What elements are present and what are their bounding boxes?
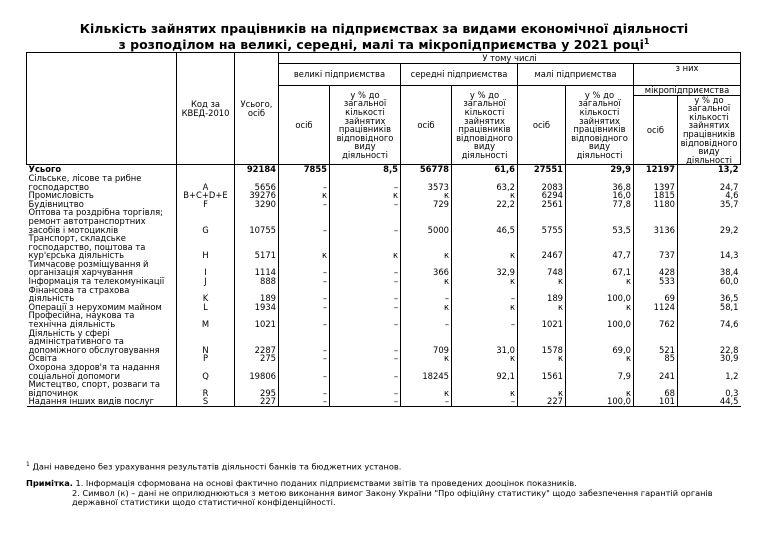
micro-percent-cell: 29,2 [678, 208, 741, 234]
big-persons-cell: – [279, 286, 330, 303]
small-persons-cell: к [518, 354, 566, 363]
big-percent-cell: – [330, 200, 401, 209]
total-persons-cell: 39276 [235, 191, 279, 200]
small-persons-cell: 1561 [518, 363, 566, 380]
small-percent-cell: 100,0 [566, 397, 634, 406]
big-percent-cell: – [330, 277, 401, 286]
mid-persons-cell: к [401, 380, 452, 397]
table-row [27, 191, 741, 200]
small-percent-cell: 36,8 [566, 174, 634, 191]
activity-name-cell: Будівництво [28, 198, 84, 209]
kved-code-cell: K [177, 286, 235, 303]
activity-name-cell: Усього [28, 164, 62, 175]
micro-percent-cell: 58,1 [678, 303, 741, 312]
title-footnote-mark: 1 [643, 37, 650, 46]
mid-percent-cell: к [452, 303, 518, 312]
big-persons-cell: 7855 [279, 165, 330, 174]
small-percent-cell: 77,8 [566, 200, 634, 209]
footnote [26, 460, 740, 472]
big-percent-cell: 8,5 [330, 165, 401, 174]
micro-percent-cell: 24,7 [678, 174, 741, 191]
micro-persons-cell: 428 [634, 260, 678, 277]
micro-persons-cell: 3136 [634, 208, 678, 234]
big-percent-cell: к [330, 234, 401, 260]
activity-name-cell: Інформація та телекомунікації [28, 276, 165, 287]
total-persons-cell: 888 [235, 277, 279, 286]
header-micro-persons: осіб [634, 95, 678, 165]
footnotes [26, 460, 740, 508]
activity-name-cell: Фінансова та страхова діяльність [28, 284, 130, 304]
activity-name-cell: Мистецтво, спорт, розваги та відпочинок [28, 379, 160, 398]
activity-name-cell: Оптова та роздрібна торгівля; ремонт автотранспортних засобів і мотоциклів [28, 207, 163, 235]
activity-name-cell: Транспорт, складське господарство, поштова та кур'єрська діяльність [28, 233, 146, 261]
micro-persons-cell: 68 [634, 380, 678, 397]
header-micro: мікропідприємства [634, 86, 741, 96]
small-percent-cell: 53,5 [566, 208, 634, 234]
table-row [27, 277, 741, 286]
mid-percent-cell: к [452, 191, 518, 200]
note-label: Примітка. [26, 478, 73, 489]
kved-code-cell: S [177, 397, 235, 406]
micro-percent-cell: 30,9 [678, 354, 741, 363]
table-row [27, 208, 741, 234]
note-block [26, 479, 740, 508]
micro-persons-cell: 101 [634, 397, 678, 406]
total-persons-cell: 295 [235, 380, 279, 397]
micro-percent-cell: 38,4 [678, 260, 741, 277]
micro-persons-cell: 12197 [634, 165, 678, 174]
kved-code-cell: L [177, 303, 235, 312]
micro-persons-cell: 737 [634, 234, 678, 260]
table-row [27, 397, 741, 406]
mid-persons-cell: 709 [401, 329, 452, 355]
big-persons-cell: – [279, 200, 330, 209]
mid-persons-cell: к [401, 277, 452, 286]
employment-table [26, 52, 741, 407]
mid-persons-cell: 56778 [401, 165, 452, 174]
big-percent-cell: – [330, 311, 401, 328]
mid-percent-cell: к [452, 277, 518, 286]
mid-percent-cell: 46,5 [452, 208, 518, 234]
micro-percent-cell: 0,3 [678, 380, 741, 397]
mid-persons-cell: 366 [401, 260, 452, 277]
kved-code-cell: H [177, 234, 235, 260]
small-persons-cell: 6294 [518, 191, 566, 200]
footnote-mark: 1 [26, 461, 30, 468]
mid-percent-cell: 31,0 [452, 329, 518, 355]
kved-code-cell: I [177, 260, 235, 277]
total-persons-cell: 1934 [235, 303, 279, 312]
title-line-2-text: з розподілом на великі, середні, малі та мікропідприємства у 2021 році [118, 37, 644, 53]
kved-code-cell: J [177, 277, 235, 286]
table-header [27, 53, 741, 165]
total-persons-cell: 3290 [235, 200, 279, 209]
micro-percent-cell: 1,2 [678, 363, 741, 380]
micro-percent-cell: 44,5 [678, 397, 741, 406]
big-percent-cell: – [330, 329, 401, 355]
total-persons-cell: 1114 [235, 260, 279, 277]
header-group-big: великі підприємства [279, 64, 401, 86]
small-persons-cell: 5755 [518, 208, 566, 234]
kved-code-cell: A [177, 174, 235, 191]
big-percent-cell: – [330, 303, 401, 312]
micro-persons-cell: 1815 [634, 191, 678, 200]
small-percent-cell: 7,9 [566, 363, 634, 380]
micro-percent-cell: 22,8 [678, 329, 741, 355]
mid-persons-cell: – [401, 397, 452, 406]
activity-name-cell: Діяльність у сфері адміністративного та допоміжного обслуговування [28, 327, 160, 355]
mid-percent-cell: – [452, 286, 518, 303]
header-big-persons: осіб [279, 86, 330, 165]
footnote-text: Дані наведено без урахування результатів діяльності банків та бюджетних установ. [32, 461, 402, 472]
micro-percent-cell: 14,3 [678, 234, 741, 260]
big-percent-cell: – [330, 208, 401, 234]
big-percent-cell: – [330, 260, 401, 277]
small-persons-cell: 1578 [518, 329, 566, 355]
small-persons-cell: к [518, 380, 566, 397]
total-persons-cell: 92184 [235, 165, 279, 174]
header-kved: Код за КВЕД-2010 [177, 53, 235, 165]
total-persons-cell: 1021 [235, 311, 279, 328]
small-persons-cell: 2561 [518, 200, 566, 209]
small-percent-cell: к [566, 303, 634, 312]
total-persons-cell: 10755 [235, 208, 279, 234]
kved-code-cell: F [177, 200, 235, 209]
header-micro-percent: у % до загальної кількості зайнятих працівників відповідного виду діяльності [678, 95, 741, 165]
table-row [27, 260, 741, 277]
big-percent-cell: – [330, 286, 401, 303]
total-persons-cell: 275 [235, 354, 279, 363]
mid-percent-cell: – [452, 397, 518, 406]
note-item-1: 1. Інформація сформована на основі фактично поданих підприємствами звітів та проведених дооцінок показників. [75, 478, 577, 489]
small-percent-cell: 69,0 [566, 329, 634, 355]
activity-name-cell: Тимчасове розміщування й організація харчування [28, 258, 149, 278]
header-total: Усього, осіб [235, 53, 279, 165]
note-item-2: 2. Символ (к) – дані не оприлюднюються з метою виконання вимог Закону України "Про офіційну статистику" щодо забезпечення гарантій органів [72, 487, 713, 498]
mid-percent-cell: к [452, 234, 518, 260]
big-persons-cell: – [279, 174, 330, 191]
big-persons-cell: к [279, 234, 330, 260]
small-persons-cell: 189 [518, 286, 566, 303]
table-row [27, 363, 741, 380]
micro-persons-cell: 241 [634, 363, 678, 380]
activity-name-cell: Промисловість [28, 190, 94, 201]
activity-name-cell: Операції з нерухомим майном [28, 301, 162, 312]
table-row [27, 311, 741, 328]
activity-name-cell: Сільське, лісове та рибне господарство [28, 172, 142, 192]
kved-code-cell: B+C+D+E [177, 191, 235, 200]
mid-persons-cell: к [401, 303, 452, 312]
kved-code-cell [177, 165, 235, 174]
big-persons-cell: – [279, 277, 330, 286]
mid-percent-cell: 61,6 [452, 165, 518, 174]
total-persons-cell: 5171 [235, 234, 279, 260]
big-persons-cell: – [279, 260, 330, 277]
mid-percent-cell: к [452, 380, 518, 397]
table-row [27, 174, 741, 191]
small-persons-cell: к [518, 277, 566, 286]
big-persons-cell: – [279, 363, 330, 380]
micro-percent-cell: 35,7 [678, 200, 741, 209]
small-percent-cell: 67,1 [566, 260, 634, 277]
kved-code-cell: M [177, 311, 235, 328]
activity-name-cell: Надання інших видів послуг [27, 397, 177, 406]
mid-percent-cell: 32,9 [452, 260, 518, 277]
small-percent-cell: 29,9 [566, 165, 634, 174]
micro-percent-cell: 74,6 [678, 311, 741, 328]
small-percent-cell: к [566, 277, 634, 286]
header-including: У тому числі [279, 53, 741, 64]
big-persons-cell: – [279, 354, 330, 363]
kved-code-cell: R [177, 380, 235, 397]
big-percent-cell: – [330, 174, 401, 191]
total-persons-cell: 2287 [235, 329, 279, 355]
header-big-percent: у % до загальної кількості зайнятих працівників відповідного виду діяльності [330, 86, 401, 165]
small-persons-cell: к [518, 303, 566, 312]
header-mid-persons: осіб [401, 86, 452, 165]
header-small-percent: у % до загальної кількості зайнятих працівників відповідного виду діяльності [566, 86, 634, 165]
small-persons-cell: 2467 [518, 234, 566, 260]
big-persons-cell: – [279, 208, 330, 234]
mid-persons-cell: 729 [401, 200, 452, 209]
big-persons-cell: – [279, 303, 330, 312]
micro-percent-cell: 60,0 [678, 277, 741, 286]
small-percent-cell: 16,0 [566, 191, 634, 200]
big-percent-cell: к [330, 191, 401, 200]
small-persons-cell: 27551 [518, 165, 566, 174]
micro-persons-cell: 1124 [634, 303, 678, 312]
mid-percent-cell: 92,1 [452, 363, 518, 380]
micro-persons-cell: 521 [634, 329, 678, 355]
small-percent-cell: к [566, 380, 634, 397]
micro-persons-cell: 533 [634, 277, 678, 286]
kved-code-cell: P [177, 354, 235, 363]
note-item-2-cont: державної статистики щодо статистичної конфіденційності. [72, 497, 336, 508]
total-persons-cell: 19806 [235, 363, 279, 380]
table-row [27, 234, 741, 260]
header-group-mid: середні підприємства [401, 64, 518, 86]
mid-persons-cell: 18245 [401, 363, 452, 380]
header-group-of-them: з них [634, 64, 741, 86]
mid-persons-cell: 5000 [401, 208, 452, 234]
table-title [0, 22, 768, 51]
title-line-1: Кількість зайнятих працівників на підприємствах за видами економічної діяльності [79, 21, 689, 36]
micro-percent-cell: 13,2 [678, 165, 741, 174]
small-persons-cell: 748 [518, 260, 566, 277]
kved-code-cell: Q [177, 363, 235, 380]
big-percent-cell: – [330, 380, 401, 397]
title-line-2 [0, 35, 768, 51]
small-percent-cell: 47,7 [566, 234, 634, 260]
micro-percent-cell: 36,5 [678, 286, 741, 303]
big-percent-cell: – [330, 397, 401, 406]
micro-persons-cell: 69 [634, 286, 678, 303]
table-row [27, 286, 741, 303]
kved-code-cell: N [177, 329, 235, 355]
small-percent-cell: 100,0 [566, 286, 634, 303]
big-persons-cell: – [279, 311, 330, 328]
small-persons-cell: 1021 [518, 311, 566, 328]
header-mid-percent: у % до загальної кількості зайнятих працівників відповідного виду діяльності [452, 86, 518, 165]
total-persons-cell: 5656 [235, 174, 279, 191]
micro-persons-cell: 1397 [634, 174, 678, 191]
table-row [27, 329, 741, 355]
table-body [27, 165, 741, 407]
mid-percent-cell: 22,2 [452, 200, 518, 209]
micro-persons-cell: 762 [634, 311, 678, 328]
small-persons-cell: 227 [518, 397, 566, 406]
table-row [27, 380, 741, 397]
big-persons-cell: – [279, 380, 330, 397]
mid-persons-cell: – [401, 311, 452, 328]
mid-persons-cell: к [401, 234, 452, 260]
header-activity-blank [27, 53, 177, 165]
activity-name-cell: Освіта [28, 353, 57, 364]
small-percent-cell: 100,0 [566, 311, 634, 328]
total-persons-cell: 189 [235, 286, 279, 303]
mid-persons-cell: к [401, 354, 452, 363]
total-persons-cell: 227 [235, 397, 279, 406]
micro-persons-cell: 1180 [634, 200, 678, 209]
mid-persons-cell: 3573 [401, 174, 452, 191]
activity-name-cell: Професійна, наукова та технічна діяльність [28, 310, 135, 330]
big-persons-cell: к [279, 191, 330, 200]
kved-code-cell: G [177, 208, 235, 234]
big-percent-cell: – [330, 354, 401, 363]
small-persons-cell: 2083 [518, 174, 566, 191]
mid-persons-cell: – [401, 286, 452, 303]
mid-percent-cell: 63,2 [452, 174, 518, 191]
small-percent-cell: к [566, 354, 634, 363]
activity-name-cell: Охорона здоров'я та надання соціальної допомоги [28, 362, 160, 381]
big-persons-cell: – [279, 397, 330, 406]
header-small-persons: осіб [518, 86, 566, 165]
header-group-small: малі підприємства [518, 64, 634, 86]
micro-persons-cell: 85 [634, 354, 678, 363]
mid-percent-cell: – [452, 311, 518, 328]
big-persons-cell: – [279, 329, 330, 355]
micro-percent-cell: 4,6 [678, 191, 741, 200]
big-percent-cell: – [330, 363, 401, 380]
mid-persons-cell: к [401, 191, 452, 200]
mid-percent-cell: к [452, 354, 518, 363]
